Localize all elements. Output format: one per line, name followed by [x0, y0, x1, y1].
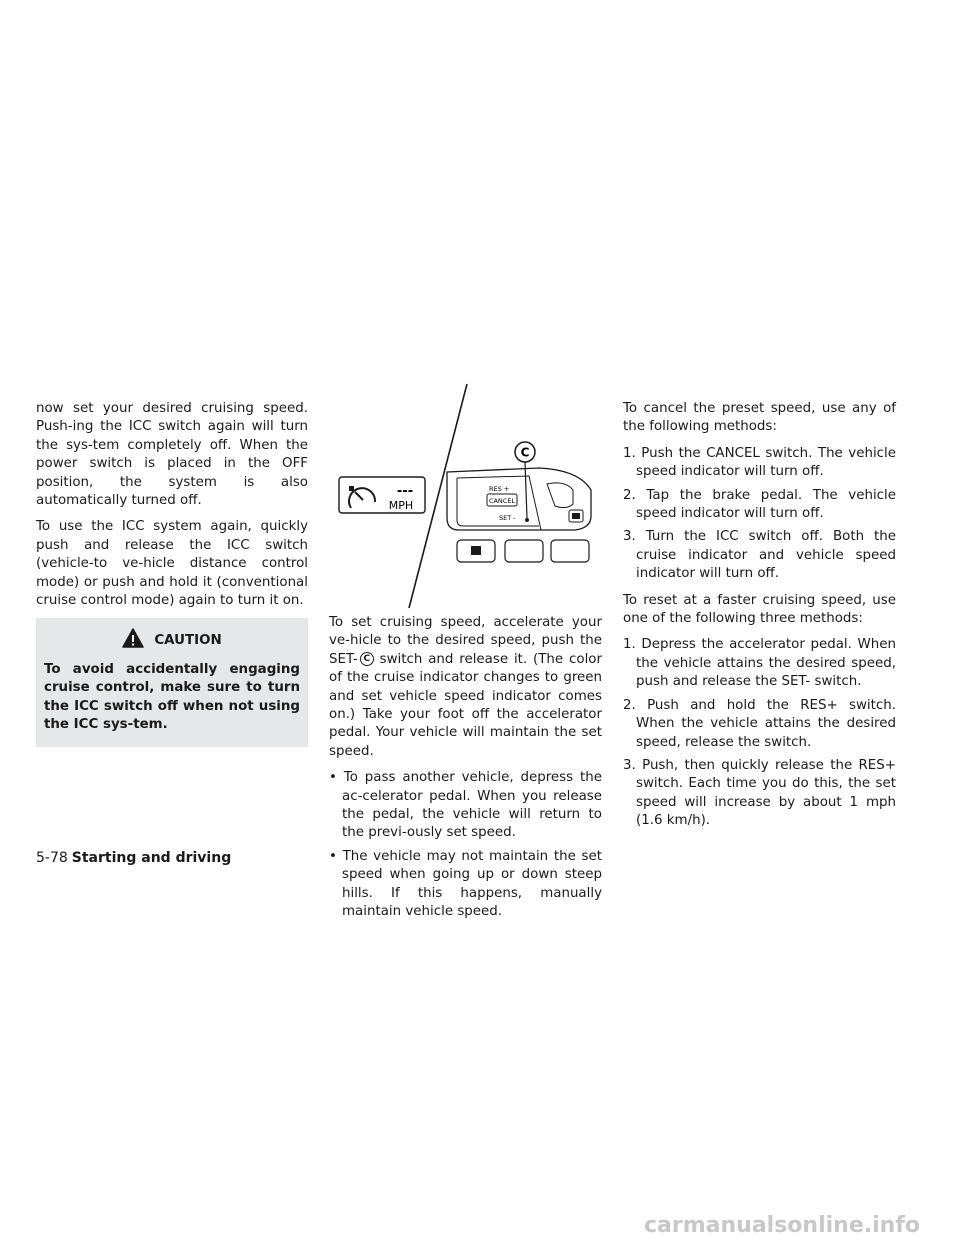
set-label: SET - — [499, 514, 516, 522]
caution-title: CAUTION — [154, 633, 222, 649]
cancel-steps-list — [623, 445, 896, 584]
list-item: 2. Tap the brake pedal. The vehicle speed indicator will turn off. — [623, 487, 896, 522]
caution-header — [44, 628, 300, 654]
section-title: Starting and driving — [71, 850, 232, 866]
cancel-label: CANCEL — [488, 497, 516, 505]
list-item: 3. Push, then quickly release the RES+ switch. Each time you do this, the set speed will increase by about 1 mph (1.6 km/h). — [623, 757, 896, 829]
bullet-list — [329, 769, 602, 921]
column-left — [36, 400, 308, 747]
page-footer — [36, 850, 231, 866]
display-dashes: --- — [396, 484, 414, 499]
paragraph-reuse: To use the ICC system again, quickly push and release the ICC switch (vehicle-to ve-hicle distance control mode) or push and hold it (conventional cruise control mode) again to turn it on. — [36, 519, 308, 609]
list-item: 1. Depress the accelerator pedal. When the vehicle attains the desired speed, push and release the SET- switch. — [623, 637, 896, 690]
set-speed-text-start: To set cruising speed, accelerate your ve-hicle to the desired speed, push the SET- — [329, 615, 602, 667]
list-item: 1. Push the CANCEL switch. The vehicle speed indicator will turn off. — [623, 445, 896, 480]
list-item: 2. Push and hold the RES+ switch. When the vehicle attains the desired speed, release the switch. — [623, 697, 896, 750]
display-unit: MPH — [388, 499, 414, 512]
caution-text: To avoid accidentally engaging cruise control, make sure to turn the ICC switch off when not using the ICC sys-tem. — [44, 661, 300, 733]
page-number: 5-78 — [36, 850, 68, 866]
callout-label: C — [520, 445, 530, 460]
speedometer-icon — [349, 486, 375, 508]
column-middle — [329, 400, 602, 930]
reset-steps-list — [623, 636, 896, 830]
watermark: carmanualsonline.info — [644, 1213, 920, 1238]
list-item: 3. Turn the ICC switch off. Both the cruise indicator and vehicle speed indicator will turn off. — [623, 529, 896, 582]
warning-icon — [122, 628, 144, 654]
paragraph-cancel-intro: To cancel the preset speed, use any of the following methods: — [623, 401, 896, 435]
callout-marker: C — [360, 652, 374, 666]
list-item: • To pass another vehicle, depress the ac-celerator pedal. When you release the pedal, the vehicle will return to the previ-ously set speed. — [329, 770, 602, 841]
res-label: RES + — [489, 485, 510, 493]
list-item: • The vehicle may not maintain the set speed when going up or down steep hills. If this happens, manually maintain vehicle speed. — [329, 848, 602, 920]
column-right — [623, 400, 896, 839]
icc-switch-icon — [572, 513, 580, 519]
steering-switch-figure — [329, 380, 602, 610]
caution-box — [36, 618, 308, 746]
paragraph-set-speed — [329, 614, 602, 761]
set-speed-text-end: switch and release it. (The color of the cruise indicator changes to green and set vehicle speed indicator comes on.) Take your foot off the accelerator pedal. Your vehicle will maintain the set speed. — [329, 651, 602, 759]
paragraph-reset-intro: To reset at a faster cruising speed, use one of the following three methods: — [623, 592, 896, 627]
steering-switch-illustration — [329, 380, 602, 610]
distance-icon — [471, 546, 481, 555]
paragraph-intro: now set your desired cruising speed. Push-ing the ICC switch again will turn the sys-tem completely off. When the power switch is placed in the OFF position, the system is also automatically turned off. — [36, 401, 308, 509]
